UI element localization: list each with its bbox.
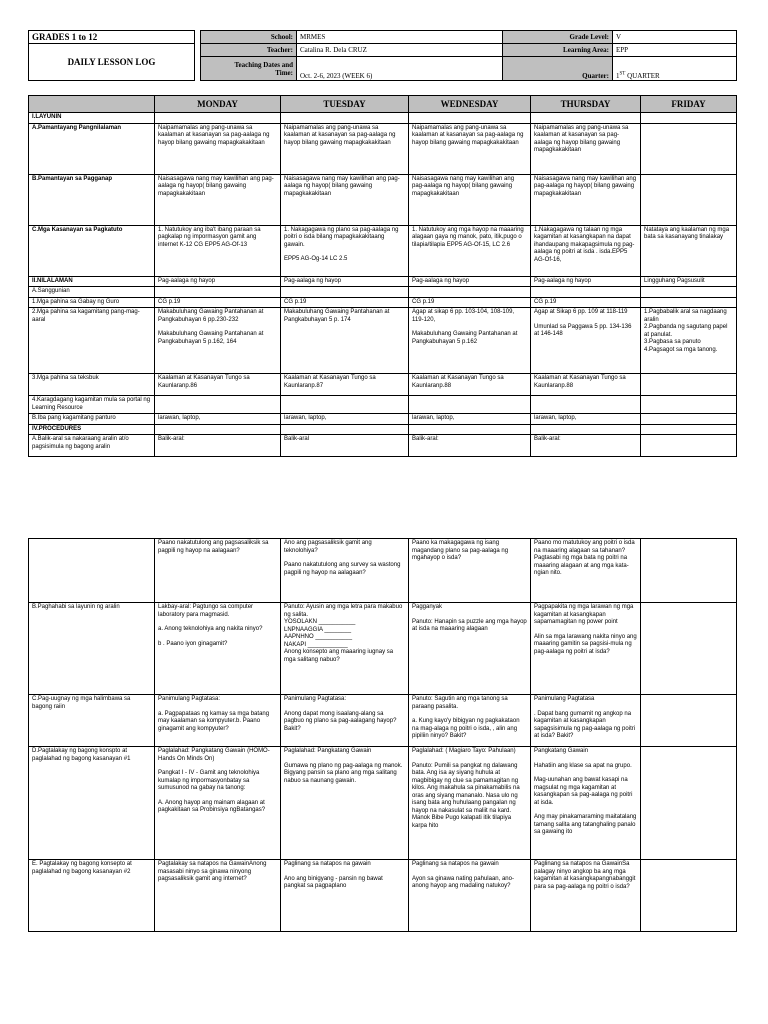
row-label: IV.PROCEDURES (29, 424, 155, 435)
day-cell-friday (641, 374, 737, 396)
school-value: MRMES (297, 31, 503, 44)
teacher-value: Catalina R. Dela CRUZ (297, 44, 503, 57)
lesson-row (29, 747, 737, 860)
day-cell-friday (641, 539, 737, 603)
lesson-row (29, 435, 737, 457)
day-cell-tuesday: Paglalahad: Pangkatang Gawain Gumawa ng plano ng pag-aalaga ng manok. Bigyang pansin sa plano ang mga salitang nabuo sa naunang gawain. (281, 747, 409, 860)
day-cell-wednesday (409, 424, 531, 435)
day-cell-friday (641, 860, 737, 932)
day-cell-monday (155, 287, 281, 298)
day-cell-wednesday (409, 396, 531, 414)
day-cell-thursday: Agap at Sikap 6 pp. 109 at 118-119 Umunlad sa Paggawa 5 pp. 134-136 at 146-148 (531, 308, 641, 374)
day-cell-thursday: Balik-aral: (531, 435, 641, 457)
day-cell-thursday: Paglinang sa natapos na GawainSa palagay ninyo angkop ba ang mga kagamitan at kasangkapangnabanggit para sa pag-aalaga ng poitri o isda? (531, 860, 641, 932)
day-cell-monday (155, 113, 281, 124)
day-cell-wednesday: Paglinang sa natapos na gawain Ayon sa ginawa nating pahulaan, ano-anong hayop ang madaling natukoy? (409, 860, 531, 932)
day-cell-friday (641, 435, 737, 457)
day-cell-monday: Makabuluhang Gawaing Pantahanan at Pangkabuhayan 6 pp.230-232 Makabuluhang Gawaing Pantahanan at Pangkabuhayan 5 p.162, 164 (155, 308, 281, 374)
day-cell-friday (641, 695, 737, 747)
lesson-row (29, 174, 737, 225)
day-cell-tuesday (281, 287, 409, 298)
row-label: 1.Mga pahina sa Gabay ng Guro (29, 297, 155, 308)
day-cell-tuesday: Panuto: Ayusin ang mga letra para makabuo ng salita. YOSOLAKN ___________ LNPNAAGGIA ________ AAPNHNO ___________ NAKAPI ____________ Anong konsepto ang maaaring iugnay sa mga salitang nabuo? (281, 603, 409, 695)
day-cell-tuesday: 1. Nakagagawa ng plano sa pag-aalaga ng poitri o isda bilang mapagkakakitaang gawain. EPP5 AG-Og-14 LC 2.5 (281, 225, 409, 276)
day-cell-monday: Panimulang Pagtatasa: a. Pagpapataas ng kamay sa mga batang may kaalaman sa kompyuter.b. Paano ginagamit ang kompyuter? (155, 695, 281, 747)
day-cell-wednesday: Balik-aral: (409, 435, 531, 457)
row-label: C.Mga Kasanayan sa Pagkatuto (29, 225, 155, 276)
day-cell-monday: Naipamamalas ang pang-unawa sa kaalaman at kasanayan sa pag-aalaga ng hayop bilang gawaing mapagkakakitaan (155, 123, 281, 174)
day-cell-wednesday: Naipamamalas ang pang-unawa sa kaalaman at kasanayan sa pag-aalaga ng hayop bilang gawaing mapagkakakitaan (409, 123, 531, 174)
day-cell-wednesday (409, 113, 531, 124)
day-cell-thursday: Panimulang Pagtatasa . Dapat bang gumamit ng angkop na kagamitan at kasangkapan sapagsisimula ng pag-aalaga ng poitri at isda? Bakit? (531, 695, 641, 747)
row-label: A.Sanggunian (29, 287, 155, 298)
day-cell-tuesday: larawan, laptop, (281, 414, 409, 425)
day-header: FRIDAY (641, 96, 737, 113)
teacher-label: Teacher: (201, 44, 297, 57)
lesson-row (29, 113, 737, 124)
day-cell-friday: 1.Pagbabalik aral sa nagdaang aralin 2.Pagbanda ng sagutang papel at panulat. 3.Pagbasa sa panuto 4.Pagsagot sa mga tanong. (641, 308, 737, 374)
row-label: A.Pamantayang Pangnilalaman (29, 123, 155, 174)
row-label: 3.Mga pahina sa teksbuk (29, 374, 155, 396)
day-cell-monday (155, 396, 281, 414)
day-cell-wednesday: CG p.19 (409, 297, 531, 308)
day-cell-thursday: larawan, laptop, (531, 414, 641, 425)
day-cell-wednesday: Kaalaman at Kasanayan Tungo sa Kaunlaranp.88 (409, 374, 531, 396)
school-label: School: (201, 31, 297, 44)
dates-value: Oct. 2-6, 2023 (WEEK 6) (297, 57, 503, 81)
day-cell-tuesday: Paglinang sa natapos na gawain Ano ang binigyang - pansin ng bawat pangkat sa pagpaplano (281, 860, 409, 932)
lesson-row (29, 539, 737, 603)
day-cell-monday (155, 424, 281, 435)
row-label: E. Pagtalakay ng bagong konsepto at paglalahad ng bagong kasanayan #2 (29, 860, 155, 932)
lesson-row (29, 297, 737, 308)
lesson-row (29, 603, 737, 695)
row-label: B.Iba pang kagamitang panturo (29, 414, 155, 425)
day-cell-friday (641, 747, 737, 860)
day-cell-monday: Paglalahad: Pangkatang Gawain (HOMO-Hands On Minds On) Pangkat I - IV - Gamit ang teknolohiya kumalap ng impormasyonbatay sa sumusunod na gabay na tanong: A. Anong hayop ang mainam alagaan at pagkakitaan sa Probinsiya ngBatangas? (155, 747, 281, 860)
day-header: THURSDAY (531, 96, 641, 113)
day-cell-wednesday: Paano ka makagagawa ng isang magandang plano sa pag-aalaga ng mgahayop o isda? (409, 539, 531, 603)
day-cell-tuesday: Ano ang pagsasaliksik gamit ang teknolohiya? Paano nakatutulong ang survey sa wastong pagpili ng hayop na aalagaan? (281, 539, 409, 603)
day-cell-thursday (531, 287, 641, 298)
day-cell-tuesday: CG p.19 (281, 297, 409, 308)
quarter-label: Quarter: (503, 57, 613, 81)
day-cell-monday: Lakbay-aral: Pagtungo sa computer laboratory para magmasid. a. Anong teknolohiya ang nakita ninyo? b . Paano iyon ginagamit? (155, 603, 281, 695)
day-cell-friday (641, 396, 737, 414)
day-cell-tuesday: Balik-aral (281, 435, 409, 457)
day-cell-monday: Balik-aral: (155, 435, 281, 457)
lesson-table-part1 (28, 95, 737, 457)
area-value: EPP (613, 44, 737, 57)
lesson-row (29, 860, 737, 932)
brand-subtitle: DAILY LESSON LOG (29, 44, 195, 81)
lesson-row (29, 695, 737, 747)
day-cell-thursday: CG p.19 (531, 297, 641, 308)
row-label: A.Balik-aral sa nakaraang aralin at/o pagsisimula ng bagong aralin (29, 435, 155, 457)
area-label: Learning Area: (503, 44, 613, 57)
day-cell-wednesday: larawan, laptop, (409, 414, 531, 425)
day-header: MONDAY (155, 96, 281, 113)
day-cell-friday (641, 424, 737, 435)
day-cell-friday (641, 287, 737, 298)
day-cell-wednesday: Pagganyak Panuto: Hanapin sa puzzle ang mga hayop at isda na maaaring alagaan (409, 603, 531, 695)
day-cell-monday: Pagtalakay sa natapos na GawainAnong masasabi ninyo sa ginawa ninyong pagsasaliksik gamit ang internet? (155, 860, 281, 932)
day-cell-monday: larawan, laptop, (155, 414, 281, 425)
day-cell-tuesday: Pag-aalaga ng hayop (281, 276, 409, 287)
day-cell-tuesday (281, 424, 409, 435)
day-cell-tuesday (281, 113, 409, 124)
day-cell-thursday: Naipamamalas ang pang-unawa sa kaalaman at kasanayan sa pag-aalaga ng hayop bilang gawaing mapagkakakitaan (531, 123, 641, 174)
day-cell-friday (641, 123, 737, 174)
day-cell-wednesday: Paglalahad: ( Magiaro Tayo: Pahulaan) Panuto: Pumili sa pangkat ng dalawang bata. Ang isa ay siyang huhula at magbibigay ng clue sa pamamagitan ng kilos. Ang makahula sa pinakamabilis na oras ang siyang mananalo. Nasa ulo ng isang bata ang huhulaang pangalan ng hayop na nakasulat sa maliit na kard. Manok Bibe Pugo kalapati itik tilapiya karpa hito (409, 747, 531, 860)
day-cell-wednesday: Naisasagawa nang may kawilihan ang pag-aalaga ng hayop( bilang gawaing mapagkakakitaan (409, 174, 531, 225)
day-cell-tuesday (281, 396, 409, 414)
lesson-row (29, 374, 737, 396)
row-label: I.LAYUNIN (29, 113, 155, 124)
header-table (28, 30, 737, 81)
dates-label: Teaching Dates and Time: (201, 57, 297, 81)
lesson-row (29, 276, 737, 287)
day-cell-thursday (531, 113, 641, 124)
day-cell-wednesday (409, 287, 531, 298)
day-cell-wednesday: Panuto: Sagutin ang mga tanong sa paraang pasalita. a. Kung kayo'y bibigyan ng pagkakataon na mag-alaga ng poitri o isda, , alin ang pipiliin ninyo? Bakit? (409, 695, 531, 747)
lesson-row (29, 123, 737, 174)
day-cell-thursday: Kaalaman at Kasanayan Tungo sa Kaunlaranp.88 (531, 374, 641, 396)
row-label: B.Paghahabi sa layunin ng aralin (29, 603, 155, 695)
row-label: C.Pag-uugnay ng mga halimbawa sa bagong raiin (29, 695, 155, 747)
lesson-row (29, 308, 737, 374)
day-cell-wednesday: Pag-aalaga ng hayop (409, 276, 531, 287)
day-cell-thursday: Naisasagawa nang may kawilihan ang pag-aalaga ng hayop( bilang gawaing mapagkakakitaan (531, 174, 641, 225)
quarter-value: 1ST QUARTER (613, 57, 737, 81)
day-cell-friday: Lingguhang Pagsusulit (641, 276, 737, 287)
row-label: 2.Mga pahina sa kagamitang pang-mag-aaral (29, 308, 155, 374)
row-label: 4.Karagdagang kagamitan mula sa portal ng Learning Resource (29, 396, 155, 414)
row-label: II.NILALAMAN (29, 276, 155, 287)
lesson-table-part2 (28, 538, 737, 932)
row-label: D.Pagtalakay ng bagong konspto at paglalahad ng bagong kasanayan #1 (29, 747, 155, 860)
day-cell-tuesday: Naisasagawa nang may kawilihan ang pag-aalaga ng hayop( bilang gawaing mapagkakakitaan (281, 174, 409, 225)
lesson-row (29, 287, 737, 298)
day-cell-thursday: Pagpapakita ng mga larawan ng mga kagamitan at kasangkapan sapamamagitan ng power point Alin sa mga larawang nakita ninyo ang maaaring gamitin sa pagsisi-mula ng pag-aalaga ng poitri at isda? (531, 603, 641, 695)
lesson-row (29, 414, 737, 425)
day-cell-thursday (531, 396, 641, 414)
day-cell-thursday: Paano mo matutukoy ang poitri o isda na maaaring alagaan sa tahanan?Pagtasabi ng mga bata ng poitri na maaaring alagaan at ang mga kata-ngian nito. (531, 539, 641, 603)
row-label: B.Pamantayan sa Pagganap (29, 174, 155, 225)
day-cell-tuesday: Naipamamalas ang pang-unawa sa kaalaman at kasanayan sa pag-aalaga ng hayop bilang gawaing mapagkakakitaan (281, 123, 409, 174)
brand-title: GRADES 1 to 12 (29, 31, 195, 44)
day-cell-monday: 1. Natutukoy ang iba't ibang paraan sa pagkalap ng impormasyon gamit ang internet K-12 CG EPP5 AG-Of-13 (155, 225, 281, 276)
day-cell-friday (641, 113, 737, 124)
day-cell-wednesday: 1. Natutukoy ang mga hayop na maaaring alagaan gaya ng manok, pato, itik,pugo o tilapia/tilapia EPP5 AG-Of-15, LC 2.6 (409, 225, 531, 276)
day-cell-monday: Paano nakatutulong ang pagsasaliksik sa pagpili ng hayop na aalagaan? (155, 539, 281, 603)
corner-cell (29, 96, 155, 113)
day-cell-friday (641, 174, 737, 225)
day-cell-thursday: Pangkatang Gawain Hahatiin ang klase sa apat na grupo. Mag-uunahan ang bawat kasapi na magsulat ng mga kagamitan at kasangkapan sa pag-aalaga ng poitri at isda. Ang may pinakamaraming maitatalang tamang salita ang tatanghaling panalo sa gawaing ito (531, 747, 641, 860)
row-label (29, 539, 155, 603)
lesson-row (29, 396, 737, 414)
day-cell-monday: Kaalaman at Kasanayan Tungo sa Kaunlaranp.86 (155, 374, 281, 396)
day-cell-thursday (531, 424, 641, 435)
day-cell-tuesday: Panimulang Pagtatasa: Anong dapat mong isaalang-alang sa pagbuo ng plano sa pag-aalagang hayop? Bakit? (281, 695, 409, 747)
day-cell-thursday: 1.Nakagagawa ng talaan ng mga kagamitan at kasangkapan na dapat ihandaupang makapagsimula ng pag-aalaga ng poitri at isda . isda.EPP5 AG-Of-16, (531, 225, 641, 276)
day-cell-tuesday: Makabuluhang Gawaing Pantahanan at Pangkabuhayan 5 p. 174 (281, 308, 409, 374)
day-header: WEDNESDAY (409, 96, 531, 113)
day-cell-monday: Pag-aalaga ng hayop (155, 276, 281, 287)
day-cell-wednesday: Agap at sikap 6 pp. 103-104, 108-109, 119-120, Makabuluhang Gawaing Pantahanan at Pangkabuhayan 5 p.162 (409, 308, 531, 374)
day-cell-friday: Natataya ang kaalaman ng mga bata sa kasanayang tinalakay (641, 225, 737, 276)
grade-label: Grade Level: (503, 31, 613, 44)
day-header: TUESDAY (281, 96, 409, 113)
day-cell-friday (641, 603, 737, 695)
day-cell-monday: Naisasagawa nang may kawilihan ang pag-aalaga ng hayop( bilang gawaing mapagkakakitaan (155, 174, 281, 225)
day-cell-thursday: Pag-aalaga ng hayop (531, 276, 641, 287)
day-cell-tuesday: Kaalaman at Kasanayan Tungo sa Kaunlaranp.87 (281, 374, 409, 396)
day-header-row (29, 96, 737, 113)
lesson-row (29, 225, 737, 276)
day-cell-friday (641, 414, 737, 425)
lesson-row (29, 424, 737, 435)
day-cell-monday: CG p.19 (155, 297, 281, 308)
grade-value: V (613, 31, 737, 44)
day-cell-friday (641, 297, 737, 308)
